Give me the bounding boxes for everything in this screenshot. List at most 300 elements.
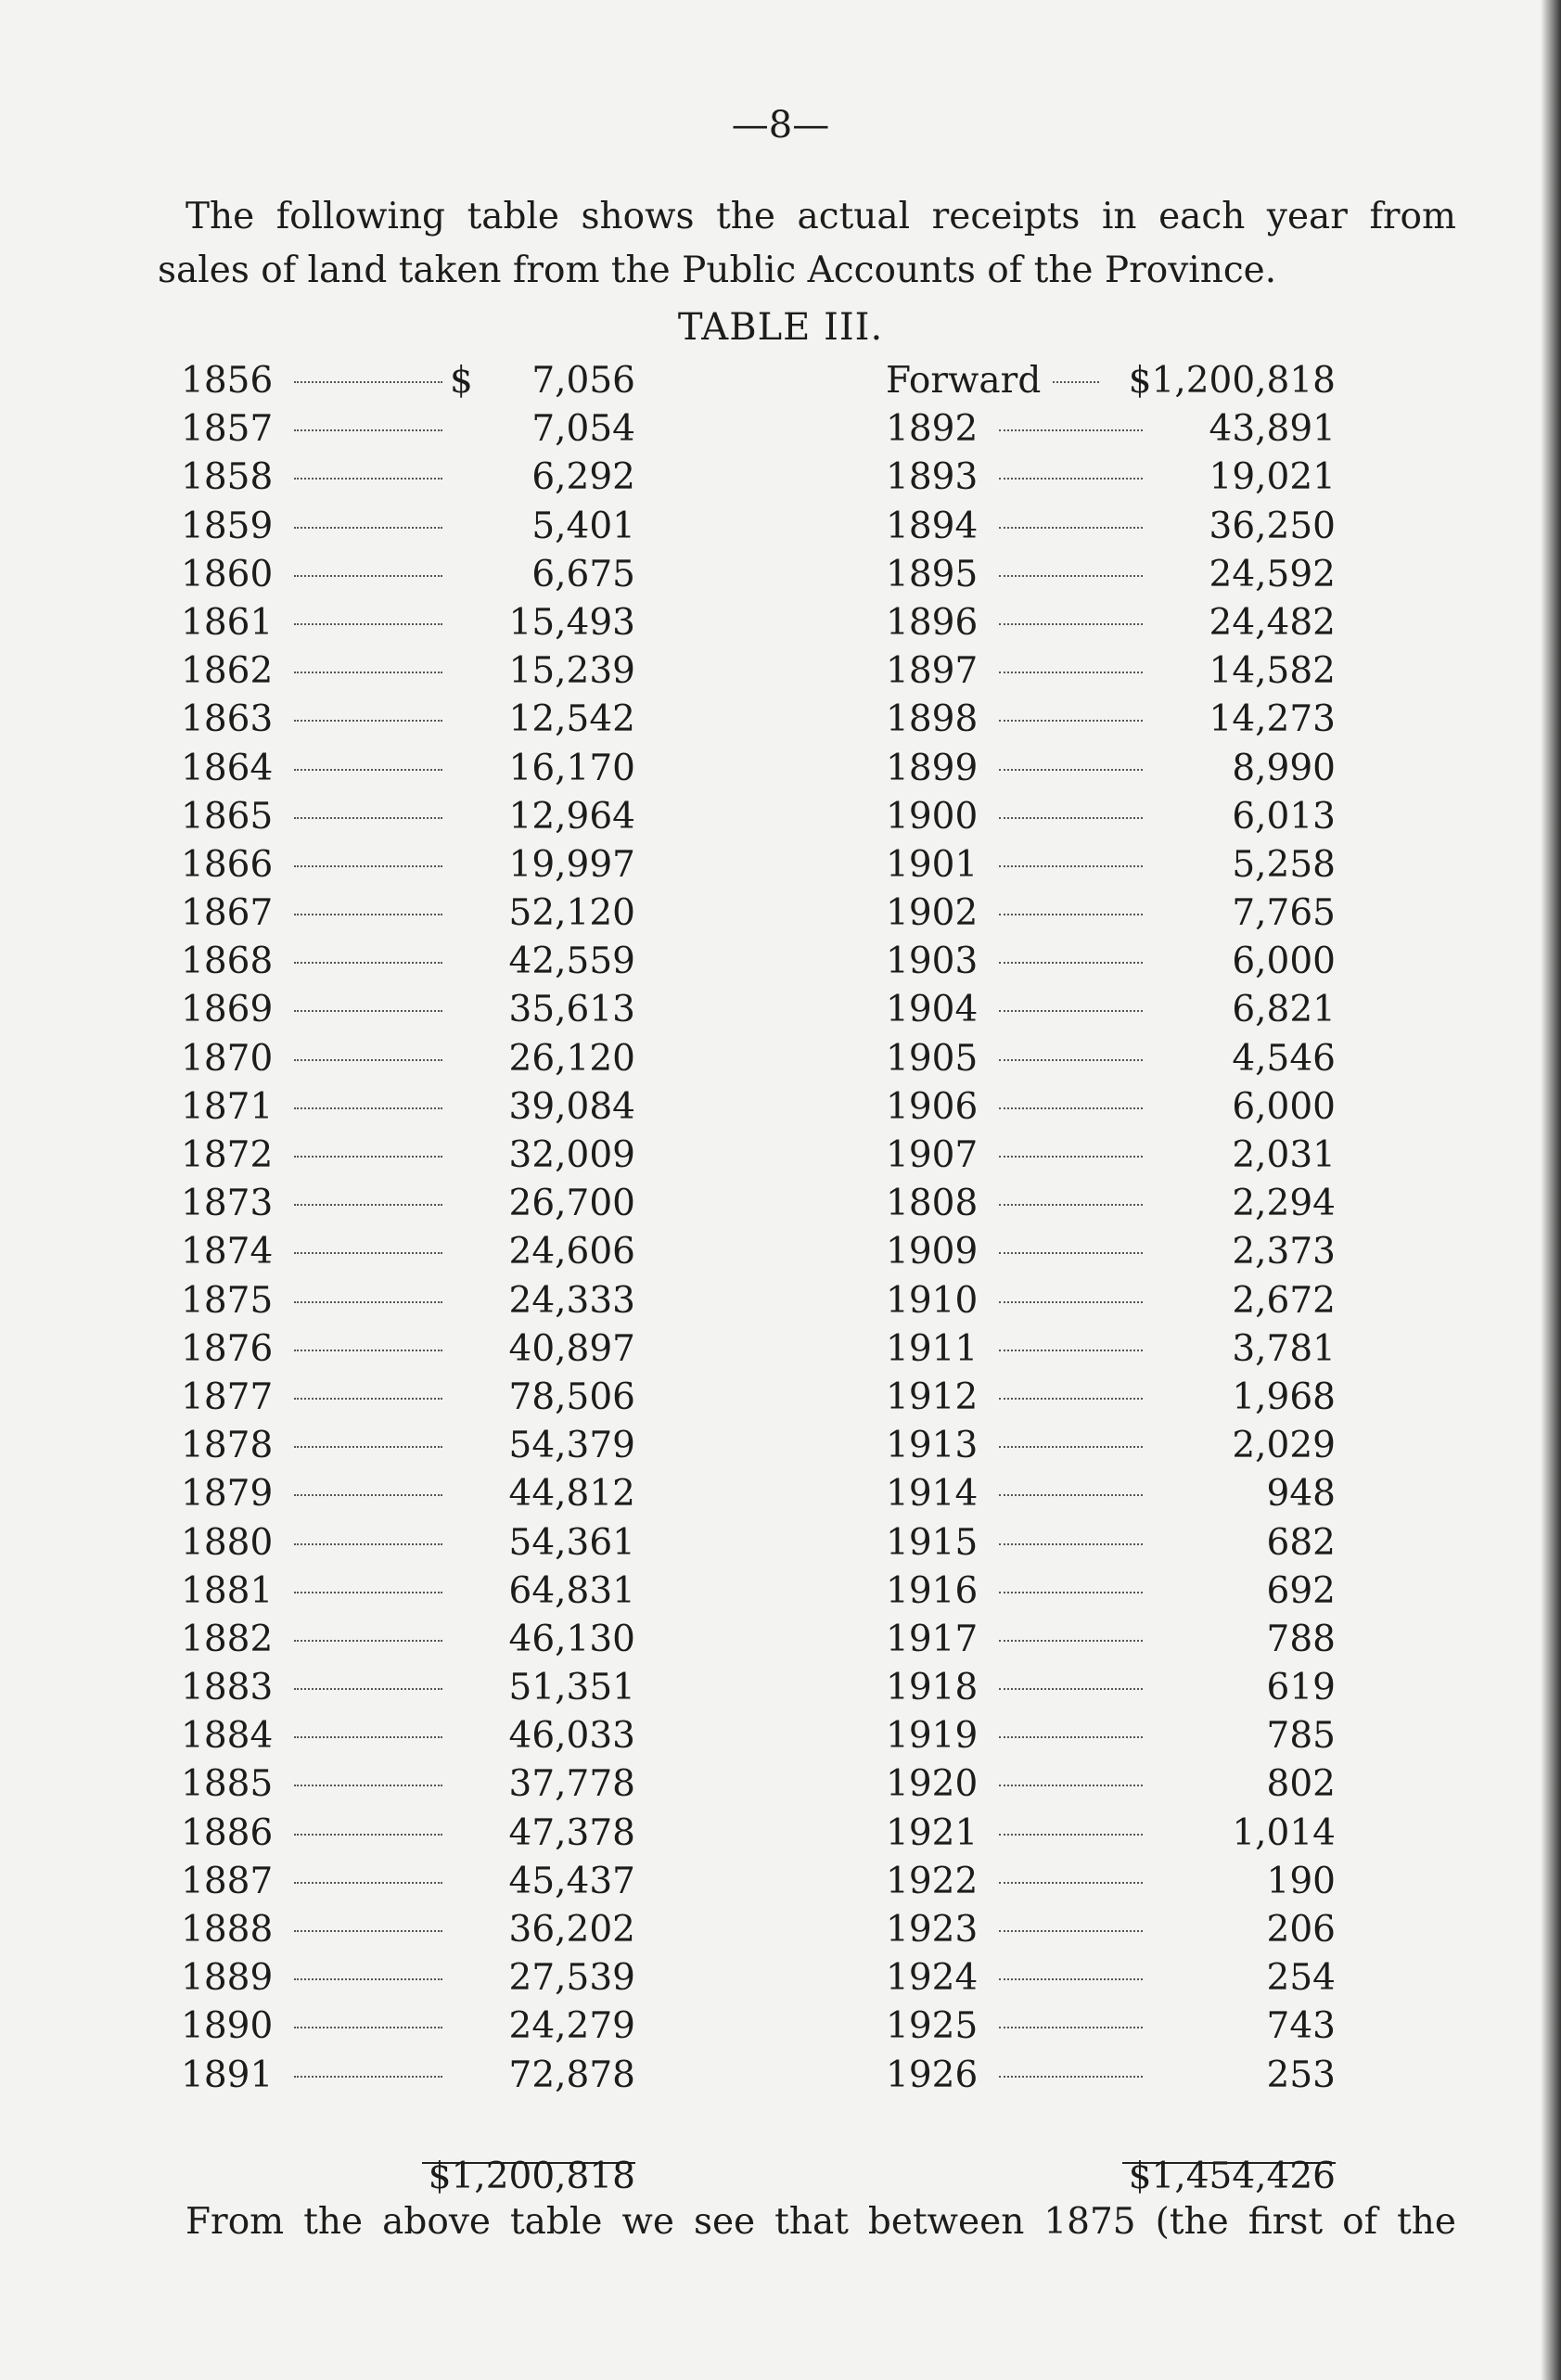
table-row [886, 793, 1336, 841]
leader-dots [294, 429, 442, 431]
year-cell: 1892 [886, 408, 979, 451]
leader-dots [999, 1882, 1143, 1884]
leader-dots [999, 1107, 1143, 1109]
amount-cell: 3,781 [1232, 1327, 1336, 1370]
table-row [886, 405, 1336, 454]
table-row [886, 1374, 1336, 1422]
table-row [181, 841, 635, 889]
leader-dots [999, 1978, 1143, 1980]
table-row [181, 1810, 635, 1858]
amount-cell: 788 [1266, 1618, 1336, 1660]
amount-cell: 7,765 [1232, 892, 1336, 935]
year-cell: 1895 [886, 553, 979, 595]
right-column [886, 357, 1336, 2100]
table-row [886, 454, 1336, 502]
year-cell: 1879 [181, 1473, 274, 1516]
amount-cell: 206 [1266, 1909, 1336, 1951]
leader-dots [294, 1156, 442, 1158]
leader-dots [294, 1059, 442, 1061]
table-row [181, 1083, 635, 1132]
table-row [886, 2003, 1336, 2051]
amount-cell: 36,202 [508, 1909, 635, 1951]
page-edge-shadow [1541, 0, 1561, 2380]
table-row [181, 1712, 635, 1760]
table-row [181, 1567, 635, 1616]
year-cell: 1904 [886, 989, 979, 1031]
table-row [886, 1664, 1336, 1712]
year-cell: 1923 [886, 1909, 979, 1951]
leader-dots [294, 1252, 442, 1254]
year-cell: 1867 [181, 892, 274, 935]
amount-cell: 8,990 [1232, 747, 1336, 789]
year-cell: 1876 [181, 1327, 274, 1370]
intro-line-1: The following table shows the actual receipts in each year from [186, 196, 1456, 237]
year-cell: 1862 [181, 650, 274, 693]
leader-dots [294, 2027, 442, 2028]
amount-cell: 2,294 [1232, 1183, 1336, 1225]
table-row [886, 889, 1336, 938]
table-row [181, 551, 635, 599]
amount-cell: 40,897 [508, 1327, 635, 1370]
leader-dots [294, 962, 442, 964]
leader-dots [294, 1640, 442, 1642]
table-row [886, 1470, 1336, 1518]
year-cell: 1921 [886, 1811, 979, 1854]
amount-cell: 6,000 [1232, 940, 1336, 983]
year-cell: 1883 [181, 1667, 274, 1709]
amount-cell: 36,250 [1209, 505, 1336, 547]
currency-symbol: $ [450, 360, 473, 402]
year-cell: 1915 [886, 1521, 979, 1564]
year-cell: 1918 [886, 1667, 979, 1709]
amount-cell: 35,613 [508, 989, 635, 1031]
table-row [181, 1228, 635, 1276]
year-cell: 1858 [181, 456, 274, 499]
year-cell: 1860 [181, 553, 274, 595]
table-row [886, 647, 1336, 696]
year-cell: 1901 [886, 843, 979, 886]
page-number: —8— [731, 104, 830, 147]
year-cell: 1911 [886, 1327, 979, 1370]
amount-cell: 24,592 [1209, 553, 1336, 595]
table-row [181, 1954, 635, 2003]
year-cell: 1909 [886, 1231, 979, 1273]
table-row [886, 1567, 1336, 1616]
amount-cell: 15,239 [508, 650, 635, 693]
leader-dots [294, 1543, 442, 1545]
year-cell: 1925 [886, 2005, 979, 2048]
leader-dots [999, 1640, 1143, 1642]
leader-dots [999, 769, 1143, 771]
table-row [886, 938, 1336, 986]
amount-cell: 6,000 [1232, 1085, 1336, 1128]
amount-cell: 16,170 [508, 747, 635, 789]
amount-cell: 253 [1266, 2054, 1336, 2096]
table-row [181, 1470, 635, 1518]
leader-dots [999, 1494, 1143, 1496]
amount-cell: 6,013 [1232, 795, 1336, 838]
amount-cell: 24,279 [508, 2005, 635, 2048]
amount-cell: 24,333 [508, 1279, 635, 1322]
table-title: TABLE III. [677, 306, 884, 349]
amount-cell: 802 [1266, 1763, 1336, 1806]
amount-cell: 2,031 [1232, 1134, 1336, 1176]
amount-cell: 72,878 [508, 2054, 635, 2096]
table-row [181, 1374, 635, 1422]
leader-dots [999, 962, 1143, 964]
year-cell: 1899 [886, 747, 979, 789]
table-row [181, 1035, 635, 1083]
leader-dots [999, 865, 1143, 867]
year-cell: 1878 [181, 1425, 274, 1467]
table-row [181, 793, 635, 841]
leader-dots [1053, 381, 1099, 383]
leader-dots [294, 623, 442, 625]
amount-cell: 743 [1266, 2005, 1336, 2048]
leader-dots [999, 1204, 1143, 1206]
leader-dots [294, 1204, 442, 1206]
left-total: $1,200,818 [428, 2156, 635, 2197]
leader-dots [294, 1350, 442, 1351]
table-row [886, 1083, 1336, 1132]
leader-dots [999, 623, 1143, 625]
year-cell: 1924 [886, 1957, 979, 2000]
amount-cell: 4,546 [1232, 1037, 1336, 1080]
intro-line-2: sales of land taken from the Public Accounts of the Province. [158, 250, 1277, 291]
right-total: $1,454,426 [1128, 2156, 1336, 2197]
table-row [181, 599, 635, 647]
amount-cell: 24,606 [508, 1231, 635, 1273]
year-cell: 1893 [886, 456, 979, 499]
leader-dots [999, 1010, 1143, 1012]
leader-dots [294, 720, 442, 722]
amount-cell: 7,056 [531, 360, 635, 402]
amount-cell: 14,273 [1209, 698, 1336, 741]
table-row [181, 1519, 635, 1567]
table-row [181, 1325, 635, 1374]
amount-cell: 692 [1266, 1569, 1336, 1612]
table-row [181, 1616, 635, 1664]
table-row [181, 1906, 635, 1954]
year-cell: 1920 [886, 1763, 979, 1806]
year-cell: 1874 [181, 1231, 274, 1273]
year-cell: 1857 [181, 408, 274, 451]
table-row [886, 1519, 1336, 1567]
year-cell: 1856 [181, 360, 274, 402]
leader-dots [999, 1446, 1143, 1448]
amount-cell: 44,812 [508, 1473, 635, 1516]
amount-cell: 6,292 [531, 456, 635, 499]
year-cell: 1881 [181, 1569, 274, 1612]
amount-cell: 52,120 [508, 892, 635, 935]
leader-dots [999, 1543, 1143, 1545]
table-row [886, 1132, 1336, 1180]
table-row [886, 1422, 1336, 1470]
year-cell: 1903 [886, 940, 979, 983]
leader-dots [999, 1398, 1143, 1400]
amount-cell: 45,437 [508, 1860, 635, 1902]
year-cell: 1926 [886, 2054, 979, 2096]
year-cell: 1884 [181, 1715, 274, 1758]
amount-cell: 2,672 [1232, 1279, 1336, 1322]
leader-dots [294, 1446, 442, 1448]
year-cell: 1865 [181, 795, 274, 838]
amount-cell: 42,559 [508, 940, 635, 983]
year-cell: 1872 [181, 1134, 274, 1176]
year-cell: 1919 [886, 1715, 979, 1758]
table-row [181, 405, 635, 454]
amount-cell: 15,493 [508, 601, 635, 644]
leader-dots [294, 1688, 442, 1690]
amount-cell: 51,351 [508, 1667, 635, 1709]
leader-dots [294, 1301, 442, 1303]
leader-dots [999, 1736, 1143, 1738]
leader-dots [294, 1834, 442, 1836]
year-cell: 1914 [886, 1473, 979, 1516]
leader-dots [999, 2076, 1143, 2078]
year-cell: 1877 [181, 1376, 274, 1418]
table-row [181, 1422, 635, 1470]
amount-cell: 6,675 [531, 553, 635, 595]
table-row [886, 986, 1336, 1034]
year-cell: 1913 [886, 1425, 979, 1467]
amount-cell: 5,258 [1232, 843, 1336, 886]
intro-paragraph [158, 190, 1456, 298]
leader-dots [294, 1882, 442, 1884]
table-row [181, 986, 635, 1034]
table-row [181, 357, 635, 405]
leader-dots [999, 478, 1143, 480]
leader-dots [999, 914, 1143, 915]
forward-label: Forward [886, 360, 1042, 402]
table-row [886, 1712, 1336, 1760]
left-column [181, 357, 635, 2100]
leader-dots [294, 914, 442, 915]
table-row [886, 551, 1336, 599]
amount-cell: 6,821 [1232, 989, 1336, 1031]
closing-line: From the above table we see that between 1875 (the first of the [186, 2201, 1456, 2243]
table-row [181, 1180, 635, 1228]
table-row [181, 1132, 635, 1180]
leader-dots [294, 1785, 442, 1786]
leader-dots [294, 1930, 442, 1932]
leader-dots [999, 1592, 1143, 1593]
amount-cell: 27,539 [508, 1957, 635, 2000]
leader-dots [999, 1834, 1143, 1836]
year-cell: 1917 [886, 1618, 979, 1660]
year-cell: 1866 [181, 843, 274, 886]
leader-dots [999, 1785, 1143, 1786]
year-cell: 1907 [886, 1134, 979, 1176]
year-cell: 1906 [886, 1085, 979, 1128]
year-cell: 1891 [181, 2054, 274, 2096]
table-row [886, 1180, 1336, 1228]
amount-cell: 2,373 [1232, 1231, 1336, 1273]
leader-dots [294, 1736, 442, 1738]
amount-cell: 948 [1266, 1473, 1336, 1516]
table-row [181, 745, 635, 793]
year-cell: 1868 [181, 940, 274, 983]
table-row [181, 2003, 635, 2051]
amount-cell: 32,009 [508, 1134, 635, 1176]
leader-dots [294, 1398, 442, 1400]
amount-cell: 190 [1266, 1860, 1336, 1902]
amount-cell: 43,891 [1209, 408, 1336, 451]
year-cell: 1869 [181, 989, 274, 1031]
leader-dots [294, 2076, 442, 2078]
amount-cell: 785 [1266, 1715, 1336, 1758]
amount-cell: 2,029 [1232, 1425, 1336, 1467]
year-cell: 1896 [886, 601, 979, 644]
amount-cell: 64,831 [508, 1569, 635, 1612]
year-cell: 1912 [886, 1376, 979, 1418]
year-cell: 1875 [181, 1279, 274, 1322]
amount-cell: 46,033 [508, 1715, 635, 1758]
leader-dots [999, 672, 1143, 673]
amount-cell: 37,778 [508, 1763, 635, 1806]
table-row [181, 647, 635, 696]
leader-dots [999, 1156, 1143, 1158]
year-cell: 1902 [886, 892, 979, 935]
amount-cell: 1,968 [1232, 1376, 1336, 1418]
table-row [181, 1664, 635, 1712]
forward-row [886, 357, 1336, 405]
amount-cell: 14,582 [1209, 650, 1336, 693]
year-cell: 1887 [181, 1860, 274, 1902]
amount-cell: 254 [1266, 1957, 1336, 2000]
year-cell: 1900 [886, 795, 979, 838]
year-cell: 1880 [181, 1521, 274, 1564]
amount-cell: 39,084 [508, 1085, 635, 1128]
leader-dots [294, 769, 442, 771]
amount-cell: 26,120 [508, 1037, 635, 1080]
leader-dots [999, 429, 1143, 431]
year-cell: 1898 [886, 698, 979, 741]
amount-cell: 19,021 [1209, 456, 1336, 499]
year-cell: 1894 [886, 505, 979, 547]
leader-dots [294, 478, 442, 480]
table-row [181, 1277, 635, 1325]
table-row [886, 1954, 1336, 2003]
amount-cell: 47,378 [508, 1811, 635, 1854]
year-cell: 1859 [181, 505, 274, 547]
leader-dots [999, 1930, 1143, 1932]
leader-dots [294, 575, 442, 577]
leader-dots [999, 1301, 1143, 1303]
year-cell: 1889 [181, 1957, 274, 2000]
table-row [181, 1760, 635, 1809]
amount-cell: 19,997 [508, 843, 635, 886]
table-row [886, 1277, 1336, 1325]
leader-dots [294, 1107, 442, 1109]
leader-dots [999, 1059, 1143, 1061]
year-cell: 1864 [181, 747, 274, 789]
year-cell: 1861 [181, 601, 274, 644]
amount-cell: 54,361 [508, 1521, 635, 1564]
table-row [181, 454, 635, 502]
amount-cell: 26,700 [508, 1183, 635, 1225]
table-row [886, 1760, 1336, 1809]
year-cell: 1882 [181, 1618, 274, 1660]
table-row [181, 503, 635, 551]
year-cell: 1910 [886, 1279, 979, 1322]
year-cell: 1873 [181, 1183, 274, 1225]
forward-amount: $1,200,818 [1128, 360, 1336, 402]
amount-cell: 1,014 [1232, 1811, 1336, 1854]
year-cell: 1897 [886, 650, 979, 693]
amount-cell: 46,130 [508, 1618, 635, 1660]
year-cell: 1888 [181, 1909, 274, 1951]
leader-dots [294, 865, 442, 867]
leader-dots [294, 817, 442, 819]
year-cell: 1886 [181, 1811, 274, 1854]
year-cell: 1916 [886, 1569, 979, 1612]
table-row [886, 841, 1336, 889]
leader-dots [294, 1978, 442, 1980]
table-row [886, 2052, 1336, 2100]
leader-dots [294, 672, 442, 673]
table-row [886, 1325, 1336, 1374]
table-row [886, 1035, 1336, 1083]
amount-cell: 78,506 [508, 1376, 635, 1418]
table-row [181, 889, 635, 938]
year-cell: 1905 [886, 1037, 979, 1080]
leader-dots [999, 527, 1143, 529]
table-row [886, 1858, 1336, 1906]
year-cell: 1871 [181, 1085, 274, 1128]
table-row [181, 938, 635, 986]
year-cell: 1870 [181, 1037, 274, 1080]
table-row [886, 1810, 1336, 1858]
leader-dots [999, 817, 1143, 819]
amount-cell: 12,964 [508, 795, 635, 838]
leader-dots [999, 720, 1143, 722]
table-row [886, 1616, 1336, 1664]
table-row [886, 1228, 1336, 1276]
amount-cell: 7,054 [531, 408, 635, 451]
year-cell: 1863 [181, 698, 274, 741]
year-cell: 1922 [886, 1860, 979, 1902]
table-row [886, 1906, 1336, 1954]
table-row [886, 696, 1336, 744]
amount-cell: 24,482 [1209, 601, 1336, 644]
table-row [886, 503, 1336, 551]
leader-dots [294, 1494, 442, 1496]
year-cell: 1890 [181, 2005, 274, 2048]
amount-cell: 12,542 [508, 698, 635, 741]
table-row [181, 1858, 635, 1906]
amount-cell: 619 [1266, 1667, 1336, 1709]
leader-dots [294, 1010, 442, 1012]
leader-dots [999, 2027, 1143, 2028]
leader-dots [999, 1688, 1143, 1690]
leader-dots [294, 527, 442, 529]
leader-dots [999, 1252, 1143, 1254]
amount-cell: 682 [1266, 1521, 1336, 1564]
table-row [181, 696, 635, 744]
year-cell: 1808 [886, 1183, 979, 1225]
table-row [886, 599, 1336, 647]
amount-cell: 5,401 [531, 505, 635, 547]
year-cell: 1885 [181, 1763, 274, 1806]
table-row [181, 2052, 635, 2100]
leader-dots [999, 575, 1143, 577]
leader-dots [294, 381, 442, 383]
table-row [886, 745, 1336, 793]
leader-dots [999, 1350, 1143, 1351]
amount-cell: 54,379 [508, 1425, 635, 1467]
leader-dots [294, 1592, 442, 1593]
